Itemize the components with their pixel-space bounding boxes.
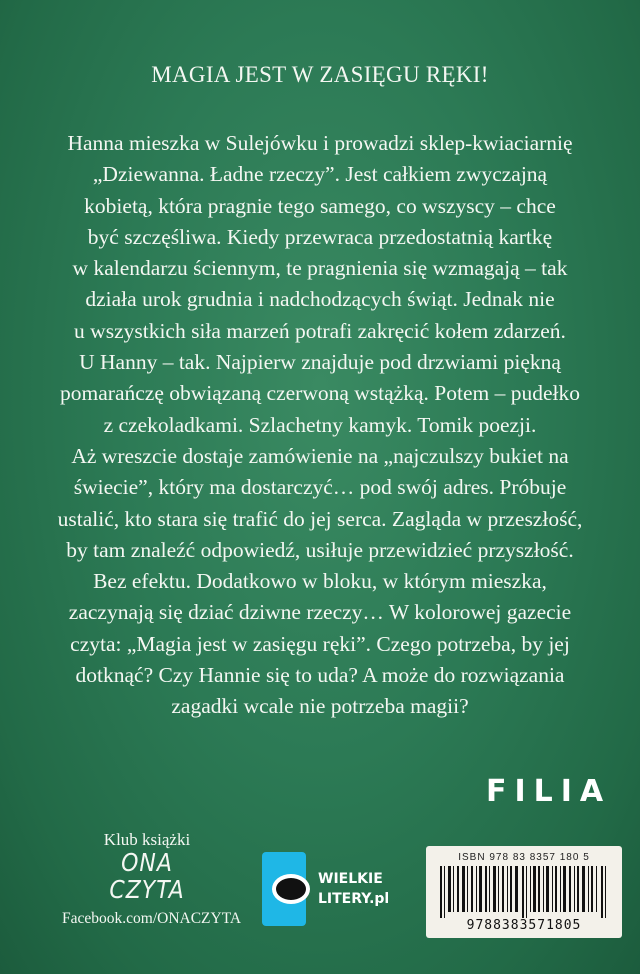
- blurb-line: „Dziewanna. Ładne rzeczy”. Jest całkiem zwyczajną: [92, 162, 548, 187]
- blurb-line: czyta: „Magia jest w zasięgu ręki”. Czego potrzeba, by jej: [70, 631, 570, 656]
- blurb-line: z czekoladkami. Szlachetny kamyk. Tomik poezji.: [103, 412, 537, 437]
- club-facebook: Facebook.com/ONACZYTA: [62, 910, 242, 927]
- club-brand-line2: CZYTA: [109, 876, 185, 905]
- ean-number: 9788383571805: [466, 918, 582, 933]
- blurb-line: dotknąć? Czy Hannie się to uda? A może do rozwiązania: [75, 663, 565, 688]
- publisher-logo: FILIA: [486, 774, 612, 809]
- blurb-line: zagadki wcale nie potrzeba magii?: [171, 694, 469, 719]
- blurb: [40, 128, 600, 723]
- barcode-bars: [438, 866, 610, 918]
- blurb-line: u wszystkich siła marzeń potrafi zakręcić kołem zdarzeń.: [74, 318, 566, 343]
- blurb-line: ustalić, kto stara się trafić do jej serca. Zagląda w przeszłość,: [57, 506, 583, 531]
- eye-icon: [262, 852, 306, 926]
- isbn-label: ISBN 978 83 8357 180 5: [458, 852, 590, 863]
- partner-name-line1: WIELKIE: [318, 871, 383, 887]
- club-title: Klub książki: [103, 830, 191, 849]
- book-club-logo: [62, 830, 242, 928]
- blurb-line: zaczynają się dziać dziwne rzeczy… W kolorowej gazecie: [68, 600, 572, 625]
- blurb-line: w kalendarzu ściennym, te pragnienia się wzmagają – tak: [72, 256, 568, 281]
- blurb-line: by tam znaleźć odpowiedź, usiłuje przewidzieć przyszłość.: [66, 537, 574, 562]
- barcode: [426, 846, 622, 938]
- blurb-line: Hanna mieszka w Sulejówku i prowadzi sklep-kwiaciarnię: [67, 131, 573, 155]
- blurb-line: być szczęśliwa. Kiedy przewraca przedostatnią kartkę: [87, 224, 553, 249]
- blurb-line: działa urok grudnia i nadchodzących świąt. Jednak nie: [85, 287, 555, 312]
- blurb-line: Aż wreszcie dostaje zamówienie na „najczulszy bukiet na: [71, 443, 569, 468]
- partner-name-line2: LITERY.pl: [318, 891, 390, 907]
- blurb-line: świecie”, który ma dostarczyć… pod swój adres. Próbuje: [73, 475, 567, 500]
- blurb-line: kobietą, która pragnie tego samego, co wszyscy – chce: [84, 193, 556, 218]
- blurb-line: pomarańczę obwiązaną czerwoną wstążką. Potem – pudełko: [60, 381, 580, 406]
- club-brand-line1: ONA: [121, 849, 173, 878]
- partner-logo: [262, 852, 389, 926]
- blurb-line: Bez efektu. Dodatkowo w bloku, w którym mieszka,: [93, 569, 547, 594]
- headline: MAGIA JEST W ZASIĘGU RĘKI!: [151, 62, 489, 87]
- blurb-line: U Hanny – tak. Najpierw znajduje pod drzwiami piękną: [79, 350, 561, 375]
